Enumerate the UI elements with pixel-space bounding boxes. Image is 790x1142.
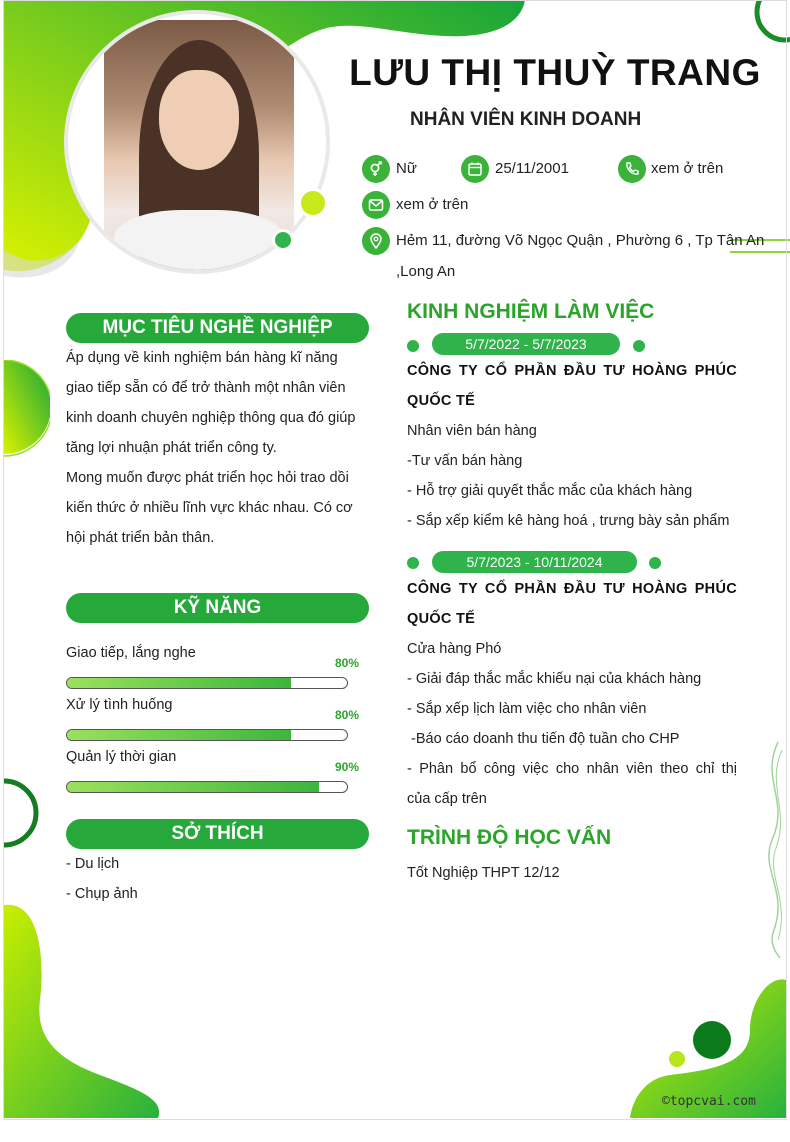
gender-value: Nữ <box>396 160 417 177</box>
gender-icon <box>362 155 390 183</box>
skill-label: Giao tiếp, lắng nghe <box>66 645 196 661</box>
job-duty: - Giải đáp thắc mắc khiếu nại của khách hàng <box>407 671 702 687</box>
phone-icon <box>618 155 646 183</box>
skill-bar-fill <box>67 730 291 740</box>
objective-heading: MỤC TIÊU NGHỀ NGHIỆP <box>66 313 369 343</box>
skill-bar <box>66 781 348 793</box>
calendar-icon <box>461 155 489 183</box>
bottom-left-wave-decoration <box>0 900 170 1125</box>
skill-percent: 90% <box>335 760 360 774</box>
timeline-dot <box>407 557 419 569</box>
job-duty: -Tư vấn bán hàng <box>407 453 523 469</box>
timeline-dot <box>633 340 645 352</box>
objective-line: kinh doanh chuyên nghiệp thông qua đó giúp <box>66 410 356 426</box>
job-duty-cont: của cấp trên <box>407 791 487 807</box>
skill-bar-fill <box>67 678 291 688</box>
hobby-item: - Du lịch <box>66 856 120 872</box>
phone-value[interactable]: xem ở trên <box>651 160 724 177</box>
timeline-dot <box>407 340 419 352</box>
job-duty: - Sắp xếp kiểm kê hàng hoá , trưng bày sản phẩm <box>407 513 730 529</box>
skill-percent: 80% <box>335 708 360 722</box>
watermark: ©topcvai.com <box>662 1094 756 1109</box>
skill-label: Quản lý thời gian <box>66 749 177 765</box>
objective-line: hội phát triển bản thân. <box>66 530 215 546</box>
company-name: CÔNG TY CỔ PHẦN ĐẦU TƯ HOÀNG PHÚC <box>407 363 737 379</box>
left-ring-decoration <box>0 778 50 848</box>
portrait-image <box>104 20 294 274</box>
address-line-2: ,Long An <box>396 263 456 280</box>
job-dates: 5/7/2023 - 10/11/2024 <box>432 551 637 573</box>
education-text: Tốt Nghiệp THPT 12/12 <box>407 865 560 881</box>
job-dates: 5/7/2022 - 5/7/2023 <box>432 333 620 355</box>
timeline-dot <box>649 557 661 569</box>
job-position: Nhân viên bán hàng <box>407 423 537 439</box>
objective-line: Mong muốn được phát triển học hỏi trao dồi <box>66 470 349 486</box>
company-name: CÔNG TY CỔ PHẦN ĐẦU TƯ HOÀNG PHÚC <box>407 581 737 597</box>
left-semicircle-decoration <box>0 360 50 460</box>
hobbies-heading: SỞ THÍCH <box>66 819 369 849</box>
job-duty: - Sắp xếp lịch làm việc cho nhân viên <box>407 701 647 717</box>
skill-bar <box>66 729 348 741</box>
skill-bar <box>66 677 348 689</box>
job-duty: - Phân bổ công việc cho nhân viên theo chỉ thị <box>407 761 737 777</box>
photo-lime-dot <box>298 188 328 218</box>
photo-green-dot <box>272 229 294 251</box>
objective-line: tăng lợi nhuận phát triển công ty. <box>66 440 277 456</box>
candidate-name: LƯU THỊ THUỲ TRANG <box>349 52 761 93</box>
objective-line: kiến thức ở nhiều lĩnh vực khác nhau. Có cơ <box>66 500 353 516</box>
objective-line: Áp dụng về kinh nghiệm bán hàng kĩ năng <box>66 350 338 366</box>
skill-percent: 80% <box>335 656 360 670</box>
education-heading: TRÌNH ĐỘ HỌC VẤN <box>407 826 612 849</box>
skill-label: Xử lý tình huống <box>66 697 173 713</box>
birthday-value: 25/11/2001 <box>495 160 569 177</box>
objective-line: giao tiếp sẵn có để trở thành một nhân viên <box>66 380 346 396</box>
job-title: NHÂN VIÊN KINH DOANH <box>410 109 642 130</box>
skills-heading: KỸ NĂNG <box>66 593 369 623</box>
skill-bar-fill <box>67 782 319 792</box>
company-name-cont: QUỐC TẾ <box>407 393 476 409</box>
hobby-item: - Chụp ảnh <box>66 886 138 902</box>
right-squiggle-decoration <box>760 740 790 960</box>
mail-icon <box>362 191 390 219</box>
job-duty: - Hỗ trợ giải quyết thắc mắc của khách hàng <box>407 483 693 499</box>
location-icon <box>362 227 390 255</box>
job-duty: -Báo cáo doanh thu tiến độ tuần cho CHP <box>407 731 680 747</box>
company-name-cont: QUỐC TẾ <box>407 611 476 627</box>
address-line-1: Hẻm 11, đường Võ Ngọc Quận , Phường 6 , Tp Tân An <box>396 232 765 249</box>
job-position: Cửa hàng Phó <box>407 641 502 657</box>
email-value[interactable]: xem ở trên <box>396 196 469 213</box>
experience-heading: KINH NGHIỆM LÀM VIỆC <box>407 300 655 323</box>
